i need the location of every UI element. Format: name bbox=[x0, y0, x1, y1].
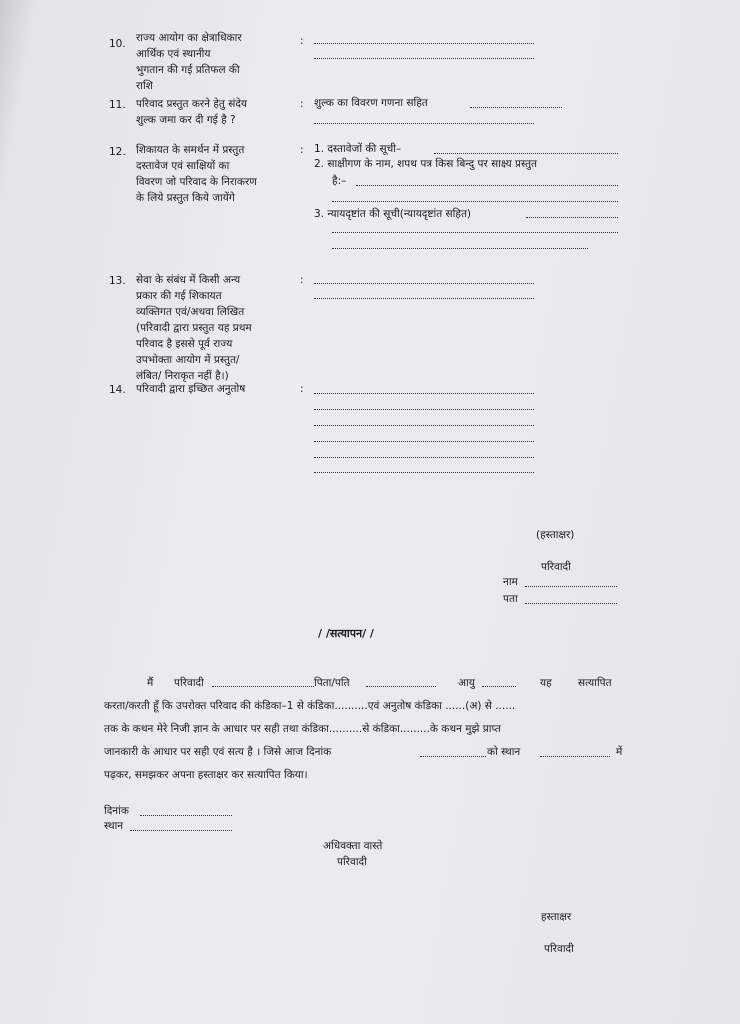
verification-text: पढ़कर, समझकर अपना हस्ताक्षर कर सत्यापित किया। bbox=[104, 769, 308, 781]
item-12-answer: है:– bbox=[332, 175, 347, 187]
address-label: पता bbox=[503, 593, 518, 605]
fill-line bbox=[314, 298, 534, 299]
verification-text: पिता/पति bbox=[314, 677, 350, 689]
final-signature-label: हस्ताक्षर bbox=[541, 911, 572, 923]
item-13-line: उपभोक्ता आयोग में प्रस्तुत/ bbox=[136, 354, 240, 366]
colon: : bbox=[300, 274, 304, 286]
verification-text: परिवादी bbox=[174, 677, 204, 689]
item-12-line: शिकायत के समर्थन में प्रस्तुत bbox=[136, 144, 245, 156]
item-11-line: शुल्क जमा कर दी गई है ? bbox=[136, 114, 236, 126]
fill-line bbox=[470, 107, 562, 108]
colon: : bbox=[300, 35, 304, 47]
item-12-answer: 2. साक्षीगण के नाम, शपथ पत्र किस बिन्दु पर साक्ष्य प्रस्तुत bbox=[314, 158, 538, 170]
colon: : bbox=[300, 98, 304, 110]
verification-text: मैं bbox=[147, 677, 154, 689]
item-number: 10. bbox=[109, 38, 126, 50]
item-13-line: सेवा के संबंध में किसी अन्य bbox=[136, 274, 241, 286]
verification-heading: / /सत्यापन/ / bbox=[318, 627, 374, 640]
advocate-label: अधिवक्ता वास्ते bbox=[323, 840, 383, 852]
fill-line bbox=[525, 603, 617, 604]
name-label: नाम bbox=[503, 576, 518, 588]
verification-text: करता/करती हूँ कि उपरोक्त परिवाद की कंडिका–1 से कंडिका..........एवं अनुतोष कंडिका ......(अ) से ...... bbox=[104, 700, 516, 712]
verification-text: आयु bbox=[458, 677, 475, 689]
verification-text: जानकारी के आधार पर सही एवं सत्य है । जिसे आज दिनांक bbox=[104, 746, 332, 758]
colon: : bbox=[300, 144, 304, 156]
item-10-line: राज्य आयोग का क्षेत्राधिकार bbox=[136, 32, 242, 44]
final-signature-role: परिवादी bbox=[544, 943, 574, 955]
item-11-answer: शुल्क का विवरण गणना सहित bbox=[314, 97, 428, 109]
item-13-line: (परिवादी द्वारा प्रस्तुत यह प्रथम bbox=[136, 322, 252, 334]
fill-line bbox=[314, 393, 534, 394]
fill-line bbox=[314, 441, 534, 442]
fill-line bbox=[332, 201, 618, 202]
item-13-line: लंबित/ निराकृत नहीं है।) bbox=[136, 370, 229, 382]
item-13-line: प्रकार की गई शिकायत bbox=[136, 290, 222, 302]
fill-line bbox=[526, 217, 618, 218]
item-14-line: परिवादी द्वारा इच्छित अनुतोष bbox=[136, 383, 246, 395]
item-10-line: राशि bbox=[136, 80, 153, 92]
verification-text: को स्थान bbox=[487, 746, 521, 758]
fill-line bbox=[356, 185, 618, 186]
fill-line bbox=[314, 472, 534, 473]
item-number: 13. bbox=[109, 275, 126, 287]
item-number: 14. bbox=[109, 384, 126, 396]
fill-line bbox=[314, 425, 534, 426]
fill-line bbox=[314, 58, 534, 59]
item-12-answer: 3. न्यायदृष्टांत की सूची(न्यायदृष्टांत सहित) bbox=[314, 208, 472, 220]
fill-line bbox=[420, 756, 486, 757]
item-10-line: आर्थिक एवं स्थानीय bbox=[136, 48, 211, 60]
advocate-role: परिवादी bbox=[337, 856, 367, 868]
fill-line bbox=[130, 830, 232, 831]
item-number: 12. bbox=[109, 146, 126, 158]
item-12-line: दस्तावेज एवं साक्षियों का bbox=[136, 160, 230, 172]
signature-role: परिवादी bbox=[541, 561, 571, 573]
item-12-line: के लिये प्रस्तुत किये जायेंगे bbox=[136, 192, 235, 204]
fill-line bbox=[314, 457, 534, 458]
fill-line bbox=[482, 686, 516, 687]
fill-line bbox=[314, 283, 534, 284]
fill-line bbox=[332, 232, 618, 233]
verification-text: में bbox=[616, 746, 623, 758]
fill-line bbox=[212, 686, 314, 687]
fill-line bbox=[366, 686, 436, 687]
item-13-line: व्यक्तिगत एवं/अथवा लिखित bbox=[136, 306, 245, 318]
verification-text: सत्यापित bbox=[578, 677, 612, 689]
colon: : bbox=[300, 383, 304, 395]
item-11-line: परिवाद प्रस्तुत करने हेतु संदेय bbox=[136, 98, 248, 110]
item-number: 11. bbox=[109, 99, 126, 111]
fill-line bbox=[314, 409, 534, 410]
place-label: स्थान bbox=[104, 820, 124, 832]
item-10-line: भुगतान की गई प्रतिफल की bbox=[136, 64, 240, 76]
fill-line bbox=[314, 123, 534, 124]
fill-line bbox=[140, 815, 232, 816]
fill-line bbox=[525, 586, 617, 587]
verification-text: तक के कथन मेरे निजी ज्ञान के आधार पर सही तथा कंडिका..........से कंडिका.........के कथन मुझे प्राप्त bbox=[104, 723, 501, 735]
item-12-line: विवरण जो परिवाद के निराकरण bbox=[136, 176, 257, 188]
fill-line bbox=[314, 43, 534, 44]
signature-label: (हस्ताक्षर) bbox=[536, 529, 575, 541]
fill-line bbox=[434, 153, 618, 154]
date-label: दिनांक bbox=[104, 805, 129, 817]
fill-line bbox=[540, 756, 610, 757]
item-12-answer: 1. दस्तावेजों की सूची– bbox=[314, 143, 402, 155]
item-13-line: परिवाद है इससे पूर्व राज्य bbox=[136, 338, 233, 350]
fill-line bbox=[332, 248, 588, 249]
verification-text: यह bbox=[540, 677, 552, 689]
